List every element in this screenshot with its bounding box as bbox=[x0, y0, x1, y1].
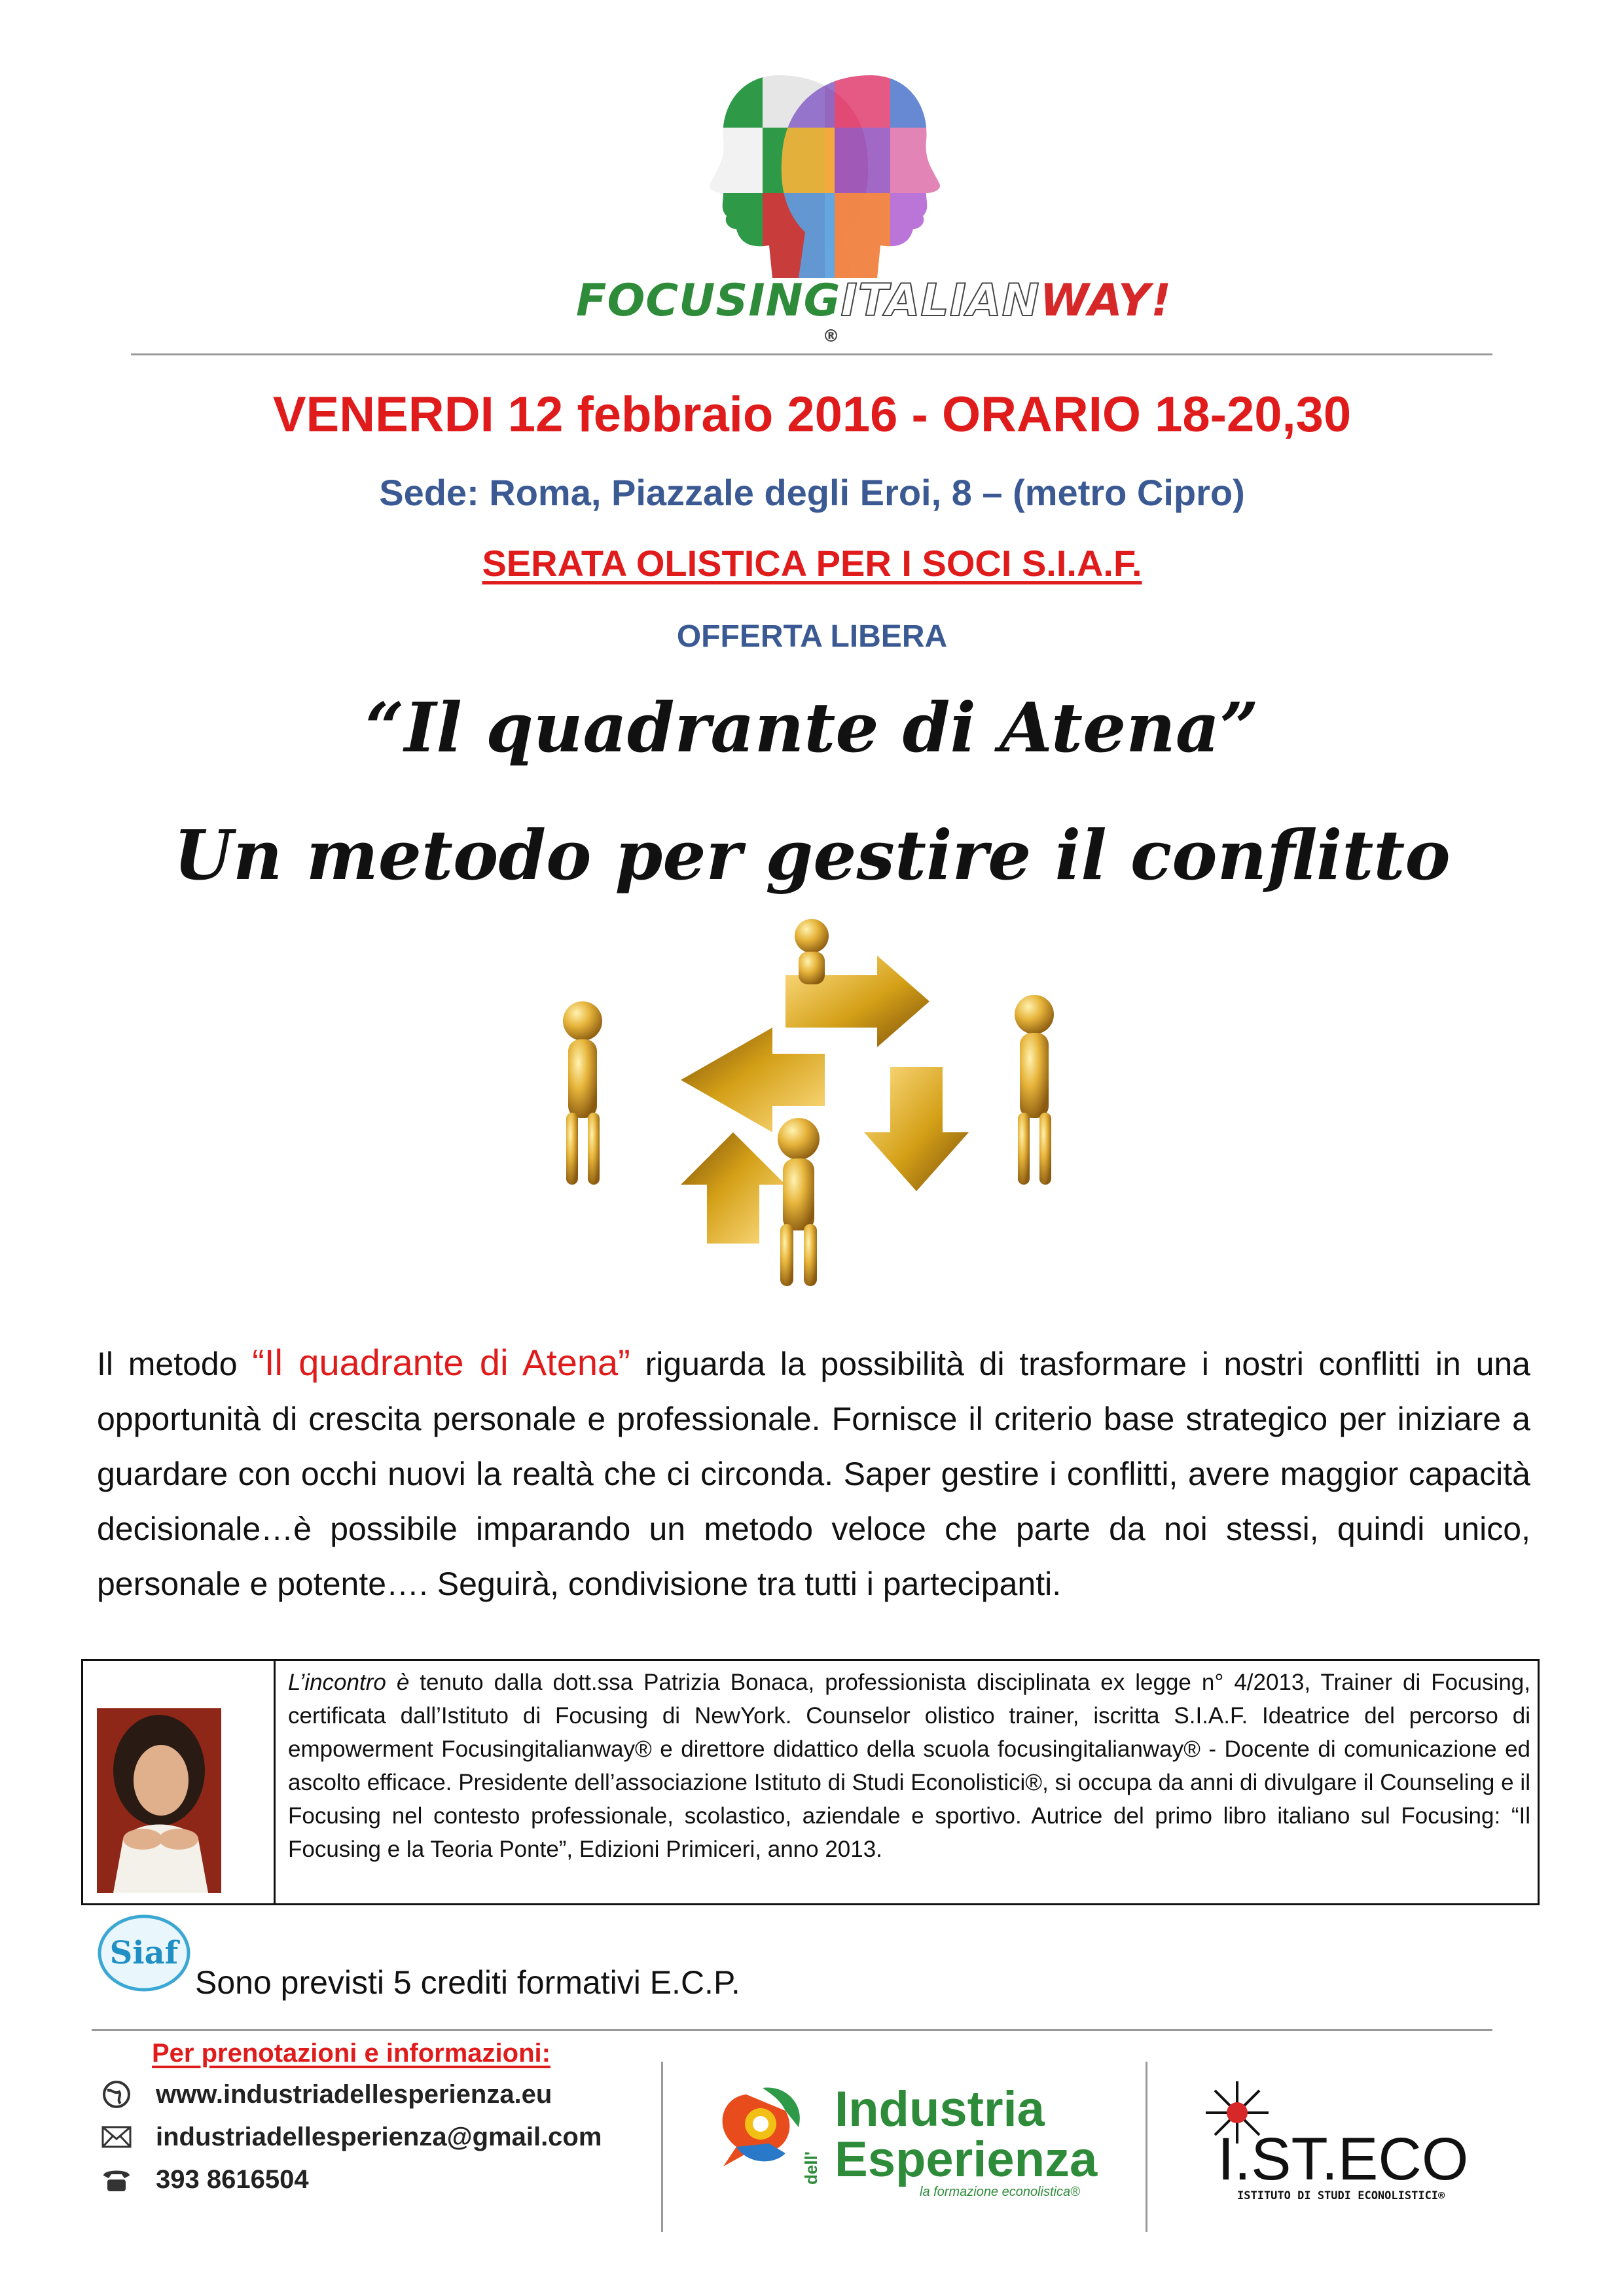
speaker-photo bbox=[97, 1708, 221, 1893]
credits-line: Sono previsti 5 crediti formativi E.C.P. bbox=[195, 1964, 740, 2001]
description-prefix: Il metodo bbox=[97, 1346, 253, 1382]
event-date-line: VENERDI 12 febbraio 2016 - ORARIO 18-20,30 bbox=[272, 387, 1352, 442]
contact-phone-row bbox=[97, 2160, 309, 2199]
brand-part1: FOCUSING bbox=[576, 275, 841, 327]
contact-email[interactable]: industriadellesperienza@gmail.com bbox=[156, 2122, 602, 2151]
event-venue-line: Sede: Roma, Piazzale degli Eroi, 8 – (metro Cipro) bbox=[379, 472, 1245, 513]
isteco-logo-name: I.ST.ECO bbox=[1218, 2126, 1469, 2193]
industria-esperienza-logo bbox=[700, 2068, 1119, 2206]
siaf-logo bbox=[97, 1911, 195, 1996]
footer-separator-2 bbox=[1146, 2062, 1147, 2232]
event-serata-line: SERATA OLISTICA PER I SOCI S.I.A.F. bbox=[482, 543, 1142, 584]
ide-logo-dell: dell' bbox=[801, 2151, 821, 2185]
envelope-icon bbox=[97, 2121, 136, 2153]
registered-mark: ® bbox=[822, 327, 840, 346]
brand-part2: ITALIAN bbox=[840, 275, 1040, 327]
speaker-bio-text bbox=[288, 1666, 1530, 1866]
contacts-title: Per prenotazioni e informazioni: bbox=[152, 2039, 550, 2068]
globe-icon bbox=[97, 2078, 136, 2111]
description-rest: riguarda la possibilità di trasformare i nostri conflitti in una opportunità di crescita personale e professionale. Fornisce il criterio base strategico per iniziare a guardare con occhi nuovi la realtà che ci circonda. Saper gestire i conflitti, avere maggior capacità decisionale…è possibile imparando un metodo veloce che parte da noi stessi, quindi unico, personale e potente…. Seguirà, condivisione tra tutti i partecipanti. bbox=[97, 1346, 1530, 1602]
isteco-logo-sub: ISTITUTO DI STUDI ECONOLISTICI® bbox=[1237, 2189, 1445, 2202]
description-highlight: “Il quadrante di Atena” bbox=[252, 1342, 630, 1383]
ide-logo-line2: Esperienza bbox=[835, 2132, 1098, 2187]
contact-email-row bbox=[97, 2117, 602, 2157]
top-divider bbox=[131, 353, 1492, 355]
footer-separator-1 bbox=[661, 2062, 663, 2232]
bio-lead: L’incontro è bbox=[288, 1670, 410, 1695]
gold-figures-arrows-illustration bbox=[537, 916, 1087, 1296]
focusing-italian-way-logo bbox=[700, 62, 949, 285]
siaf-logo-text: Siaf bbox=[109, 1935, 179, 1971]
ide-logo-line1: Industria bbox=[835, 2081, 1045, 2137]
event-title: “Il quadrante di Atena” bbox=[365, 687, 1259, 768]
contact-phone[interactable]: 393 8616504 bbox=[156, 2164, 309, 2194]
contact-website-row bbox=[97, 2075, 552, 2114]
contact-website[interactable]: www.industriadellesperienza.eu bbox=[156, 2079, 552, 2109]
brand-part3: WAY! bbox=[1039, 275, 1172, 327]
telephone-icon bbox=[97, 2163, 136, 2196]
bio-box-divider bbox=[274, 1659, 276, 1905]
bottom-divider bbox=[92, 2029, 1492, 2031]
bio-body: tenuto dalla dott.ssa Patrizia Bonaca, professionista disciplinata ex legge n° 4/2013, Trainer di Focusing, certificata dall’Istituto di Focusing di NewYork. Counselor olistico trainer, iscritta S.I.A.F. Ideatrice del percorso di empowerment Focusingitalianway® e direttore didattico della scuola focusingitalianway® - Docente di comunicazione ed ascolto efficace. Presidente dell’associazione Istituto di Studi Econolistici®, si occupa da anni di divulgare il Counseling e il Focusing nel contesto professionale, scolastico, aziendale e sportivo. Autrice del primo libro italiano sul Focusing: “Il Focusing e la Teoria Ponte”, Edizioni Primiceri, anno 2013. bbox=[288, 1670, 1530, 1862]
isteco-logo bbox=[1191, 2068, 1506, 2212]
event-offerta-line: OFFERTA LIBERA bbox=[676, 619, 948, 654]
ide-logo-tagline: la formazione econolistica® bbox=[920, 2185, 1080, 2199]
focusing-italian-way-wordmark bbox=[576, 275, 1172, 378]
event-subtitle: Un metodo per gestire il conflitto bbox=[173, 815, 1451, 895]
event-description bbox=[97, 1335, 1530, 1611]
